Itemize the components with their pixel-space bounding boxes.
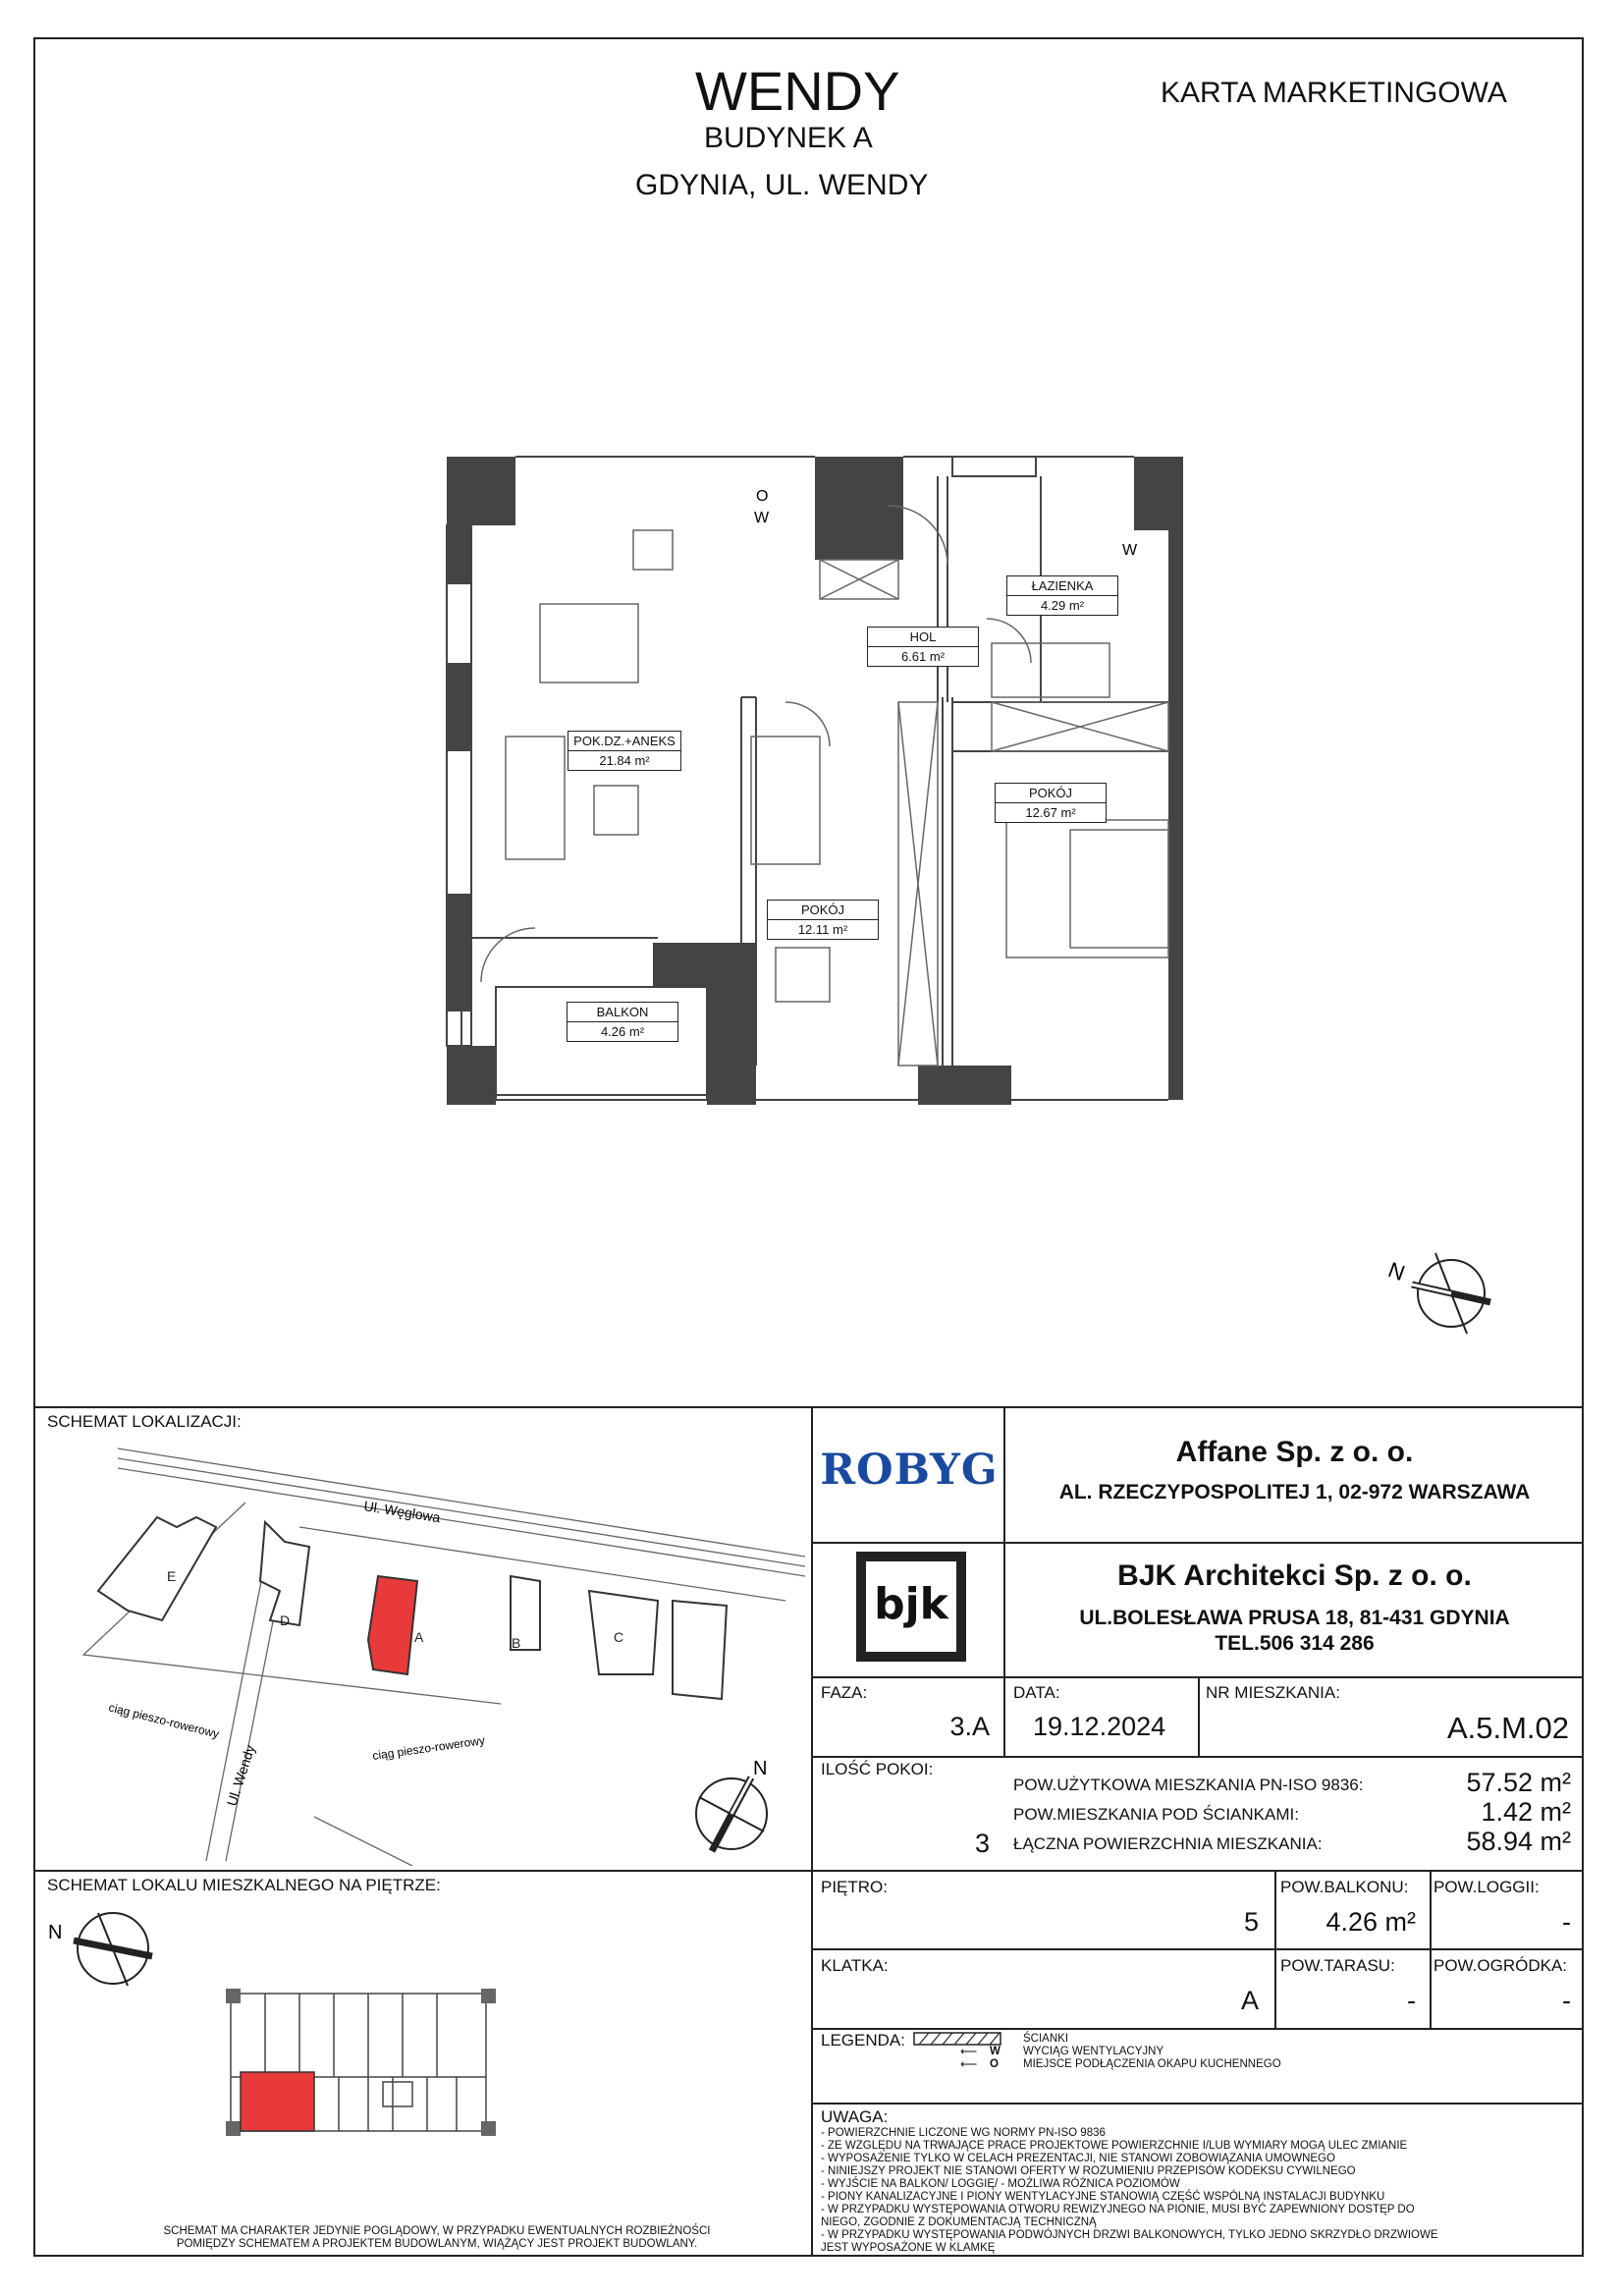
date-value: 19.12.2024 — [1033, 1712, 1166, 1741]
room-area: 4.26 m² — [600, 1024, 645, 1039]
legend-vent: WYCIĄG WENTYLACYJNY — [1023, 2046, 1164, 2057]
compass-north-label: N — [48, 1922, 63, 1943]
floor-scheme-label: SCHEMAT LOKALU MIESZKALNEGO NA PIĘTRZE: — [47, 1876, 441, 1894]
terrace-area-value: - — [1407, 1986, 1416, 2015]
card-type-label: KARTA MARKETINGOWA — [1161, 77, 1507, 109]
bjk-logo — [856, 1552, 966, 1662]
legend-o-marker: O — [990, 2058, 999, 2070]
total-area-label: ŁĄCZNA POWIERZCHNIA MIESZKANIA: — [1013, 1834, 1323, 1853]
floor-value: 5 — [1243, 1907, 1259, 1937]
marker-w2: W — [1122, 542, 1138, 559]
note-item: - WYJŚCIE NA BALKON/ LOGGIĘ/ - MOŻLIWA RÓŻNICA POZIOMÓW — [821, 2178, 1180, 2190]
path-label-2: ciąg pieszo-rowerowy — [371, 1733, 486, 1763]
note-item: - W PRZYPADKU WYSTĘPOWANIA PODWÓJNYCH DRZWI BALKONOWYCH, TYLKO JEDNO SKRZYDŁO DRZWIOWE JEST WYPOSAŻONE W KLAMKĘ — [821, 2229, 1438, 2254]
room-label-hall — [867, 627, 979, 667]
investor-name: Affane Sp. z o. o. — [1175, 1436, 1414, 1468]
note-item: - PIONY KANALIZACYJNE I PIONY WENTYLACYJNE STANOWIĄ CZĘŚĆ WSPÓLNĄ INSTALACJI BUDYNKU — [821, 2191, 1385, 2203]
room-label-room-2 — [767, 900, 879, 940]
compass-north-label: N — [1384, 1257, 1409, 1286]
legend-arrow-w-icon: ⟵ — [960, 2045, 978, 2058]
location-compass-icon — [687, 1753, 776, 1861]
architect-phone: TEL.506 314 286 — [1215, 1632, 1375, 1655]
note-item: - W PRZYPADKU WYSTĘPOWANIA OTWORU REWIZYJNEGO NA PIONIE, MUSI BYĆ ZAPEWNIONY DOSTĘP DO NIEGO, ZGODNIE Z DOKUMENTACJĄ TECHNICZNĄ — [821, 2204, 1415, 2228]
robyg-logo: ROBYG — [820, 1446, 999, 1495]
terrace-area-label: POW.TARASU: — [1280, 1956, 1395, 1975]
sloped-area-label: POW.MIESZKANIA POD ŚCIANKAMI: — [1013, 1805, 1299, 1824]
building-b: B — [512, 1635, 521, 1651]
room-name: POKÓJ — [768, 901, 878, 920]
room-name: HOL — [868, 628, 978, 647]
room-name: POKÓJ — [996, 784, 1106, 803]
north-compass-icon — [1384, 1247, 1492, 1336]
note-item: - ZE WZGLĘDU NA TRWAJĄCE PRACE PROJEKTOWE POWIERZCHNIE I/LUB WYMIARY MOGĄ ULEC ZMIANIE — [821, 2140, 1408, 2152]
room-name: ŁAZIENKA — [1007, 576, 1117, 596]
notes-label: UWAGA: — [821, 2107, 889, 2126]
balcony-area-label: POW.BALKONU: — [1280, 1878, 1409, 1896]
building-e: E — [167, 1568, 177, 1584]
room-area: 21.84 m² — [599, 753, 650, 768]
loggia-area-value: - — [1562, 1907, 1571, 1937]
sloped-area-value: 1.42 m² — [1481, 1797, 1571, 1827]
legend-hood: MIEJSCE PODŁĄCZENIA OKAPU KUCHENNEGO — [1023, 2058, 1281, 2070]
rooms-count-value: 3 — [974, 1829, 990, 1858]
floor-scheme-map — [221, 1984, 501, 2141]
room-label-living — [568, 731, 681, 771]
balcony-area-value: 4.26 m² — [1325, 1907, 1416, 1937]
legend-w-marker: W — [990, 2046, 1001, 2057]
path-label-1: ciąg pieszo-rowerowy — [107, 1700, 221, 1741]
garden-area-label: POW.OGRÓDKA: — [1434, 1956, 1568, 1975]
legend-label: LEGENDA: — [821, 2031, 905, 2050]
location-scheme-label: SCHEMAT LOKALIZACJI: — [47, 1412, 242, 1431]
architect-name: BJK Architekci Sp. z o. o. — [1117, 1559, 1472, 1592]
marker-w: W — [754, 510, 770, 526]
marker-o: O — [756, 488, 769, 505]
date-label: DATA: — [1013, 1683, 1060, 1702]
investor-address: AL. RZECZYPOSPOLITEJ 1, 02-972 WARSZAWA — [1058, 1481, 1531, 1503]
floor-plan — [442, 452, 1188, 1110]
street-wendy-label: Ul. Wendy — [223, 1742, 258, 1808]
notes-list — [821, 2127, 1449, 2255]
building-c: C — [614, 1629, 624, 1645]
building-label: BUDYNEK A — [704, 122, 873, 154]
phase-value: 3.A — [949, 1712, 990, 1741]
floor-compass-icon — [44, 1905, 157, 1989]
loggia-area-label: POW.LOGGII: — [1434, 1878, 1540, 1896]
phase-label: FAZA: — [821, 1683, 868, 1702]
note-item: - WYPOSAŻENIE TYLKO W CELACH PREZENTACJI, NIE STANOWI ZOBOWIĄZANIA UMOWNEGO — [821, 2153, 1335, 2164]
room-area: 12.67 m² — [1025, 805, 1076, 820]
room-name: BALKON — [568, 1003, 677, 1022]
floor-scheme-note: SCHEMAT MA CHARAKTER JEDYNIE POGLĄDOWY, W PRZYPADKU EWENTUALNYCH ROZBIEŻNOŚCI POMIĘDZY SCHEMATEM A PROJEKTEM BUDOWLANYM, WIĄŻĄCY JEST PROJEKT BUDOWLANY. — [163, 2225, 711, 2250]
project-title: WENDY — [695, 60, 900, 122]
note-item: - POWIERZCHNIE LICZONE WG NORMY PN-ISO 9836 — [821, 2127, 1106, 2139]
room-label-room-1 — [995, 783, 1107, 823]
room-label-balcony — [567, 1002, 678, 1042]
room-area: 6.61 m² — [900, 649, 946, 664]
apartment-number-value: A.5.M.02 — [1446, 1711, 1569, 1745]
total-area-value: 58.94 m² — [1466, 1827, 1571, 1856]
bjk-logo-text: bjk — [874, 1579, 948, 1629]
legend-walls: ŚCIANKI — [1023, 2033, 1069, 2045]
building-a: A — [414, 1629, 424, 1645]
room-label-bathroom — [1006, 575, 1118, 616]
address-label: GDYNIA, UL. WENDY — [635, 169, 929, 201]
apartment-number-label: NR MIESZKANIA: — [1206, 1683, 1340, 1702]
garden-area-value: - — [1562, 1986, 1571, 2015]
staircase-label: KLATKA: — [821, 1956, 889, 1975]
floor-label: PIĘTRO: — [821, 1878, 889, 1896]
usable-area-label: POW.UŻYTKOWA MIESZKANIA PN-ISO 9836: — [1013, 1776, 1364, 1794]
usable-area-value: 57.52 m² — [1466, 1768, 1571, 1797]
legend-arrow-o-icon: ⟵ — [960, 2057, 978, 2071]
compass-north-label: N — [753, 1758, 768, 1779]
room-area: 12.11 m² — [797, 922, 848, 937]
architect-address: UL.BOLESŁAWA PRUSA 18, 81-431 GDYNIA — [1079, 1607, 1510, 1629]
street-weglowa-label: Ul. Węglowa — [362, 1498, 442, 1526]
staircase-value: A — [1240, 1986, 1259, 2015]
note-item: - NINIEJSZY PROJEKT NIE STANOWI OFERTY W ROZUMIENIU PRZEPISÓW KODEKSU CYWILNEGO — [821, 2165, 1356, 2177]
legend-walls-swatch — [913, 2032, 1001, 2046]
room-area: 4.29 m² — [1040, 598, 1085, 613]
building-d: D — [280, 1613, 291, 1628]
rooms-count-label: ILOŚĆ POKOI: — [821, 1760, 934, 1778]
room-name: POK.DZ.+ANEKS — [568, 732, 680, 751]
